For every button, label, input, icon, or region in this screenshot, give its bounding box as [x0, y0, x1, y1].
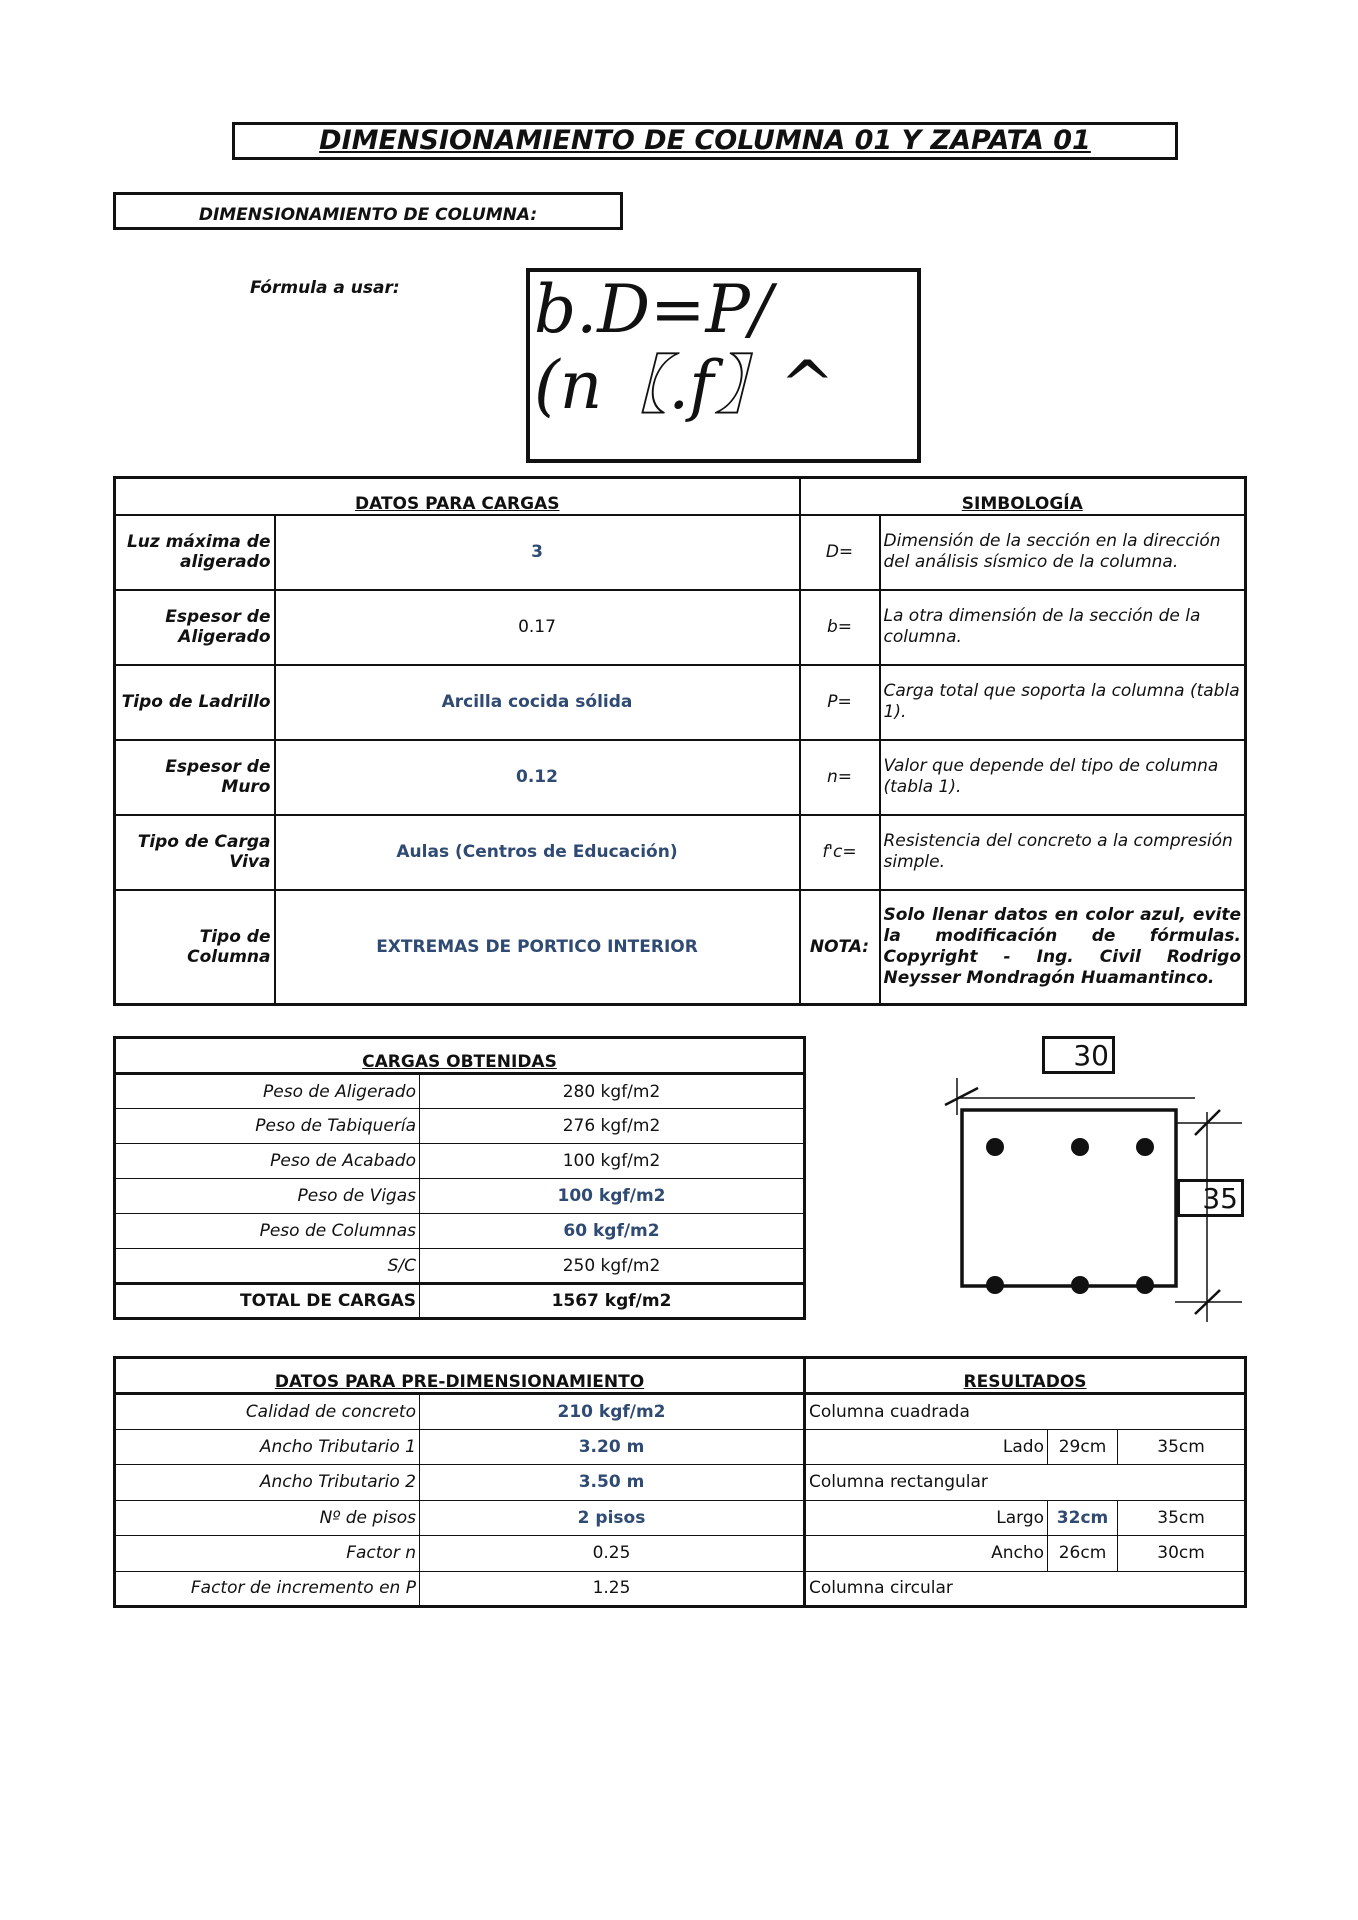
nota-text: Solo llenar datos en color azul, evite la modificación de fórmulas. Copyright - Ing. Civil Rodrigo Neysser Mondragón Huamantinco.	[880, 890, 1246, 1005]
input-calidad-concreto[interactable]: 210 kgf/m2	[420, 1394, 805, 1430]
column-height-label: 35	[1177, 1179, 1244, 1217]
simbologia-header: SIMBOLOGÍA	[800, 478, 1246, 515]
rebar-dot	[986, 1276, 1004, 1294]
input-ancho-tributario-1[interactable]: 3.20 m	[420, 1429, 805, 1465]
input-numero-pisos[interactable]: 2 pisos	[420, 1500, 805, 1536]
lado-label: Lado	[805, 1429, 1048, 1465]
cargas-data-table	[113, 476, 1247, 1006]
symbol-desc: Carga total que soporta la columna (tabla 1).	[880, 665, 1246, 740]
formula-line-2: (n〖.f〗^	[534, 347, 835, 424]
cargas-header: DATOS PARA CARGAS	[115, 478, 800, 515]
value-espesor-aligerado: 0.17	[275, 590, 800, 665]
formula-box	[526, 268, 921, 463]
rebar-dot	[1071, 1276, 1089, 1294]
row-label: Factor de incremento en P	[115, 1571, 420, 1607]
row-label: Tipo de Ladrillo	[115, 665, 275, 740]
symbol-p: P=	[800, 665, 880, 740]
row-label: Factor n	[115, 1536, 420, 1572]
result-square-title: Columna cuadrada	[805, 1394, 1246, 1430]
rebar-dot	[1136, 1138, 1154, 1156]
select-tipo-columna[interactable]: EXTREMAS DE PORTICO INTERIOR	[275, 890, 800, 1005]
row-label: Luz máxima de aligerado	[115, 515, 275, 590]
row-label: Peso de Vigas	[115, 1179, 420, 1214]
cargas-obtenidas-table	[113, 1036, 806, 1320]
total-label: TOTAL DE CARGAS	[115, 1284, 420, 1319]
symbol-fc: f'c=	[800, 815, 880, 890]
resultados-header: RESULTADOS	[805, 1358, 1246, 1394]
symbol-n: n=	[800, 740, 880, 815]
row-label: Espesor de Muro	[115, 740, 275, 815]
value-factor-n: 0.25	[420, 1536, 805, 1572]
row-label: Peso de Columnas	[115, 1214, 420, 1249]
ancho-final: 30cm	[1118, 1536, 1246, 1572]
section-title: DIMENSIONAMIENTO DE COLUMNA:	[113, 192, 623, 230]
row-value: 250 kgf/m2	[420, 1249, 805, 1284]
symbol-desc: Valor que depende del tipo de columna (tabla 1).	[880, 740, 1246, 815]
largo-label: Largo	[805, 1500, 1048, 1536]
lado-calc: 29cm	[1048, 1429, 1118, 1465]
ancho-label: Ancho	[805, 1536, 1048, 1572]
row-label: Espesor de Aligerado	[115, 590, 275, 665]
symbol-b: b=	[800, 590, 880, 665]
row-label: Peso de Aligerado	[115, 1074, 420, 1109]
symbol-desc: Resistencia del concreto a la compresión simple.	[880, 815, 1246, 890]
predim-header: DATOS PARA PRE-DIMENSIONAMIENTO	[115, 1358, 805, 1394]
row-value: 276 kgf/m2	[420, 1109, 805, 1144]
row-value: 280 kgf/m2	[420, 1074, 805, 1109]
nota-label: NOTA:	[800, 890, 880, 1005]
column-section-drawing	[930, 1070, 1250, 1330]
largo-final: 35cm	[1118, 1500, 1246, 1536]
row-label: Peso de Acabado	[115, 1144, 420, 1179]
column-section-outline	[962, 1110, 1176, 1286]
select-carga-viva[interactable]: Aulas (Centros de Educación)	[275, 815, 800, 890]
row-label: Calidad de concreto	[115, 1394, 420, 1430]
row-label: S/C	[115, 1249, 420, 1284]
rebar-dot	[1071, 1138, 1089, 1156]
cargas-obtenidas-header: CARGAS OBTENIDAS	[115, 1038, 805, 1074]
predimensionamiento-table	[113, 1356, 1247, 1608]
rebar-dot	[986, 1138, 1004, 1156]
input-ancho-tributario-2[interactable]: 3.50 m	[420, 1465, 805, 1501]
row-value: 100 kgf/m2	[420, 1144, 805, 1179]
width-dimension-tick	[945, 1088, 978, 1105]
result-circ-title: Columna circular	[805, 1571, 1246, 1607]
row-label: Nº de pisos	[115, 1500, 420, 1536]
result-rect-title: Columna rectangular	[805, 1465, 1246, 1501]
symbol-desc: Dimensión de la sección en la dirección del análisis sísmico de la columna.	[880, 515, 1246, 590]
row-label: Tipo de Columna	[115, 890, 275, 1005]
row-label: Peso de Tabiquería	[115, 1109, 420, 1144]
select-tipo-ladrillo[interactable]: Arcilla cocida sólida	[275, 665, 800, 740]
column-width-label: 30	[1042, 1036, 1115, 1074]
input-peso-columnas[interactable]: 60 kgf/m2	[420, 1214, 805, 1249]
symbol-desc: La otra dimensión de la sección de la columna.	[880, 590, 1246, 665]
total-value: 1567 kgf/m2	[420, 1284, 805, 1319]
formula-line-1: b.D=P/	[534, 271, 773, 348]
input-espesor-muro[interactable]: 0.12	[275, 740, 800, 815]
row-label: Ancho Tributario 2	[115, 1465, 420, 1501]
largo-calc: 32cm	[1048, 1500, 1118, 1536]
row-label: Ancho Tributario 1	[115, 1429, 420, 1465]
ancho-calc: 26cm	[1048, 1536, 1118, 1572]
lado-final: 35cm	[1118, 1429, 1246, 1465]
row-label: Tipo de Carga Viva	[115, 815, 275, 890]
formula-label: Fórmula a usar:	[250, 278, 400, 298]
value-factor-incremento: 1.25	[420, 1571, 805, 1607]
page-title: DIMENSIONAMIENTO DE COLUMNA 01 Y ZAPATA 01	[232, 122, 1178, 160]
input-luz-maxima[interactable]: 3	[275, 515, 800, 590]
symbol-d: D=	[800, 515, 880, 590]
input-peso-vigas[interactable]: 100 kgf/m2	[420, 1179, 805, 1214]
rebar-dot	[1136, 1276, 1154, 1294]
